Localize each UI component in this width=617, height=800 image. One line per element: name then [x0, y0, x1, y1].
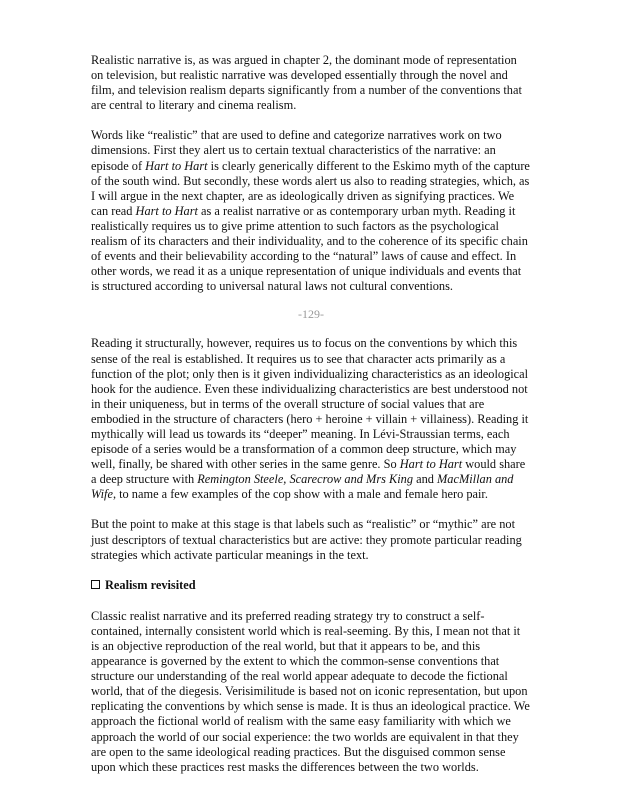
section-heading-text: Realism revisited — [105, 577, 196, 592]
square-bullet-icon — [91, 580, 100, 589]
paragraph-labels-active: But the point to make at this stage is that labels such as “realistic” or “mythic” are not just descriptors of textual characteristics but are active: they promote particular reading strategies which activate particular meanings in the text. — [91, 517, 522, 562]
document-page — [91, 53, 531, 775]
paragraph-structural-reading: Reading it structurally, however, requires us to focus on the conventions by which this sense of the real is established. It requires us to see that character acts primarily as a function of the plot; only then is it given individualizing characteristics as an ideological hook for the audience. Even these individualizing characteristics are best understood not in their uniqueness, but in terms of the overall structure of social values that are embodied in the structure of characters (hero + heroine + villain + villainess). Reading it mythically will lead us towards its “deeper” meaning. In Lévi-Straussian terms, each episode of a series would be a transformation of a common deep structure, which may well, finally, be shared with other series in the same genre. So Hart to Hart would share a deep structure with Remington Steele, Scarecrow and Mrs King and MacMillan and Wife, to name a few examples of the cop show with a male and female hero pair. — [91, 336, 529, 502]
page-number: -129- — [298, 307, 324, 322]
italic-title: Hart to Hart — [135, 203, 198, 218]
italic-title: Hart to Hart — [145, 158, 208, 173]
section-heading — [91, 578, 531, 593]
italic-title: Remington Steele, Scarecrow and Mrs King — [197, 472, 414, 487]
paragraph-intro: Realistic narrative is, as was argued in chapter 2, the dominant mode of representation on television, but realistic narrative was developed essentially through the novel and film, and television realism departs significantly from a number of the conventions that are central to literary and cinema realism. — [91, 53, 522, 113]
italic-title: MacMillan and Wife — [91, 472, 514, 502]
paragraph-realistic-dimensions: Words like “realistic” that are used to define and categorize narratives work on two dimensions. First they alert us to certain textual characteristics of the narrative: an episode of Hart to Hart is clearly generically different to the Eskimo myth of the capture of the south wind. But secondly, these words alert us also to reading strategies, which, as I will argue in the next chapter, are as ideologically driven as signifying practices. We can read Hart to Hart as a realist narrative or as contemporary urban myth. Reading it realistically requires us to give prime attention to such factors as the psychological realism of its characters and their individuality, and to the coherence of its specific chain of events and their believability according to the “natural” laws of cause and effect. In other words, we read it as a unique representation of unique individuals and events that is structured according to universal natural laws not cultural conventions. — [91, 128, 530, 294]
paragraph-classic-realist: Classic realist narrative and its preferred reading strategy try to construct a self-contained, internally consistent world which is real-seeming. By this, I mean not that it is an objective reproduction of the real world, but that it appears to be, and this appearance is governed by the extent to which the common-sense conventions that structure our understanding of the real world appear adequate to decode the fictional world, that of the diegesis. Verisimilitude is based not on iconic representation, but upon replicating the conventions by which sense is made. It is thus an ideological practice. We approach the fictional world of realism with the same easy familiarity with which we approach the world of our social experience: the two worlds are equivalent in that they are open to the same ideological reading practices. But the disguised common sense upon which these practices rest masks the differences between the two worlds. — [91, 608, 530, 774]
italic-title: Hart to Hart — [399, 457, 463, 472]
